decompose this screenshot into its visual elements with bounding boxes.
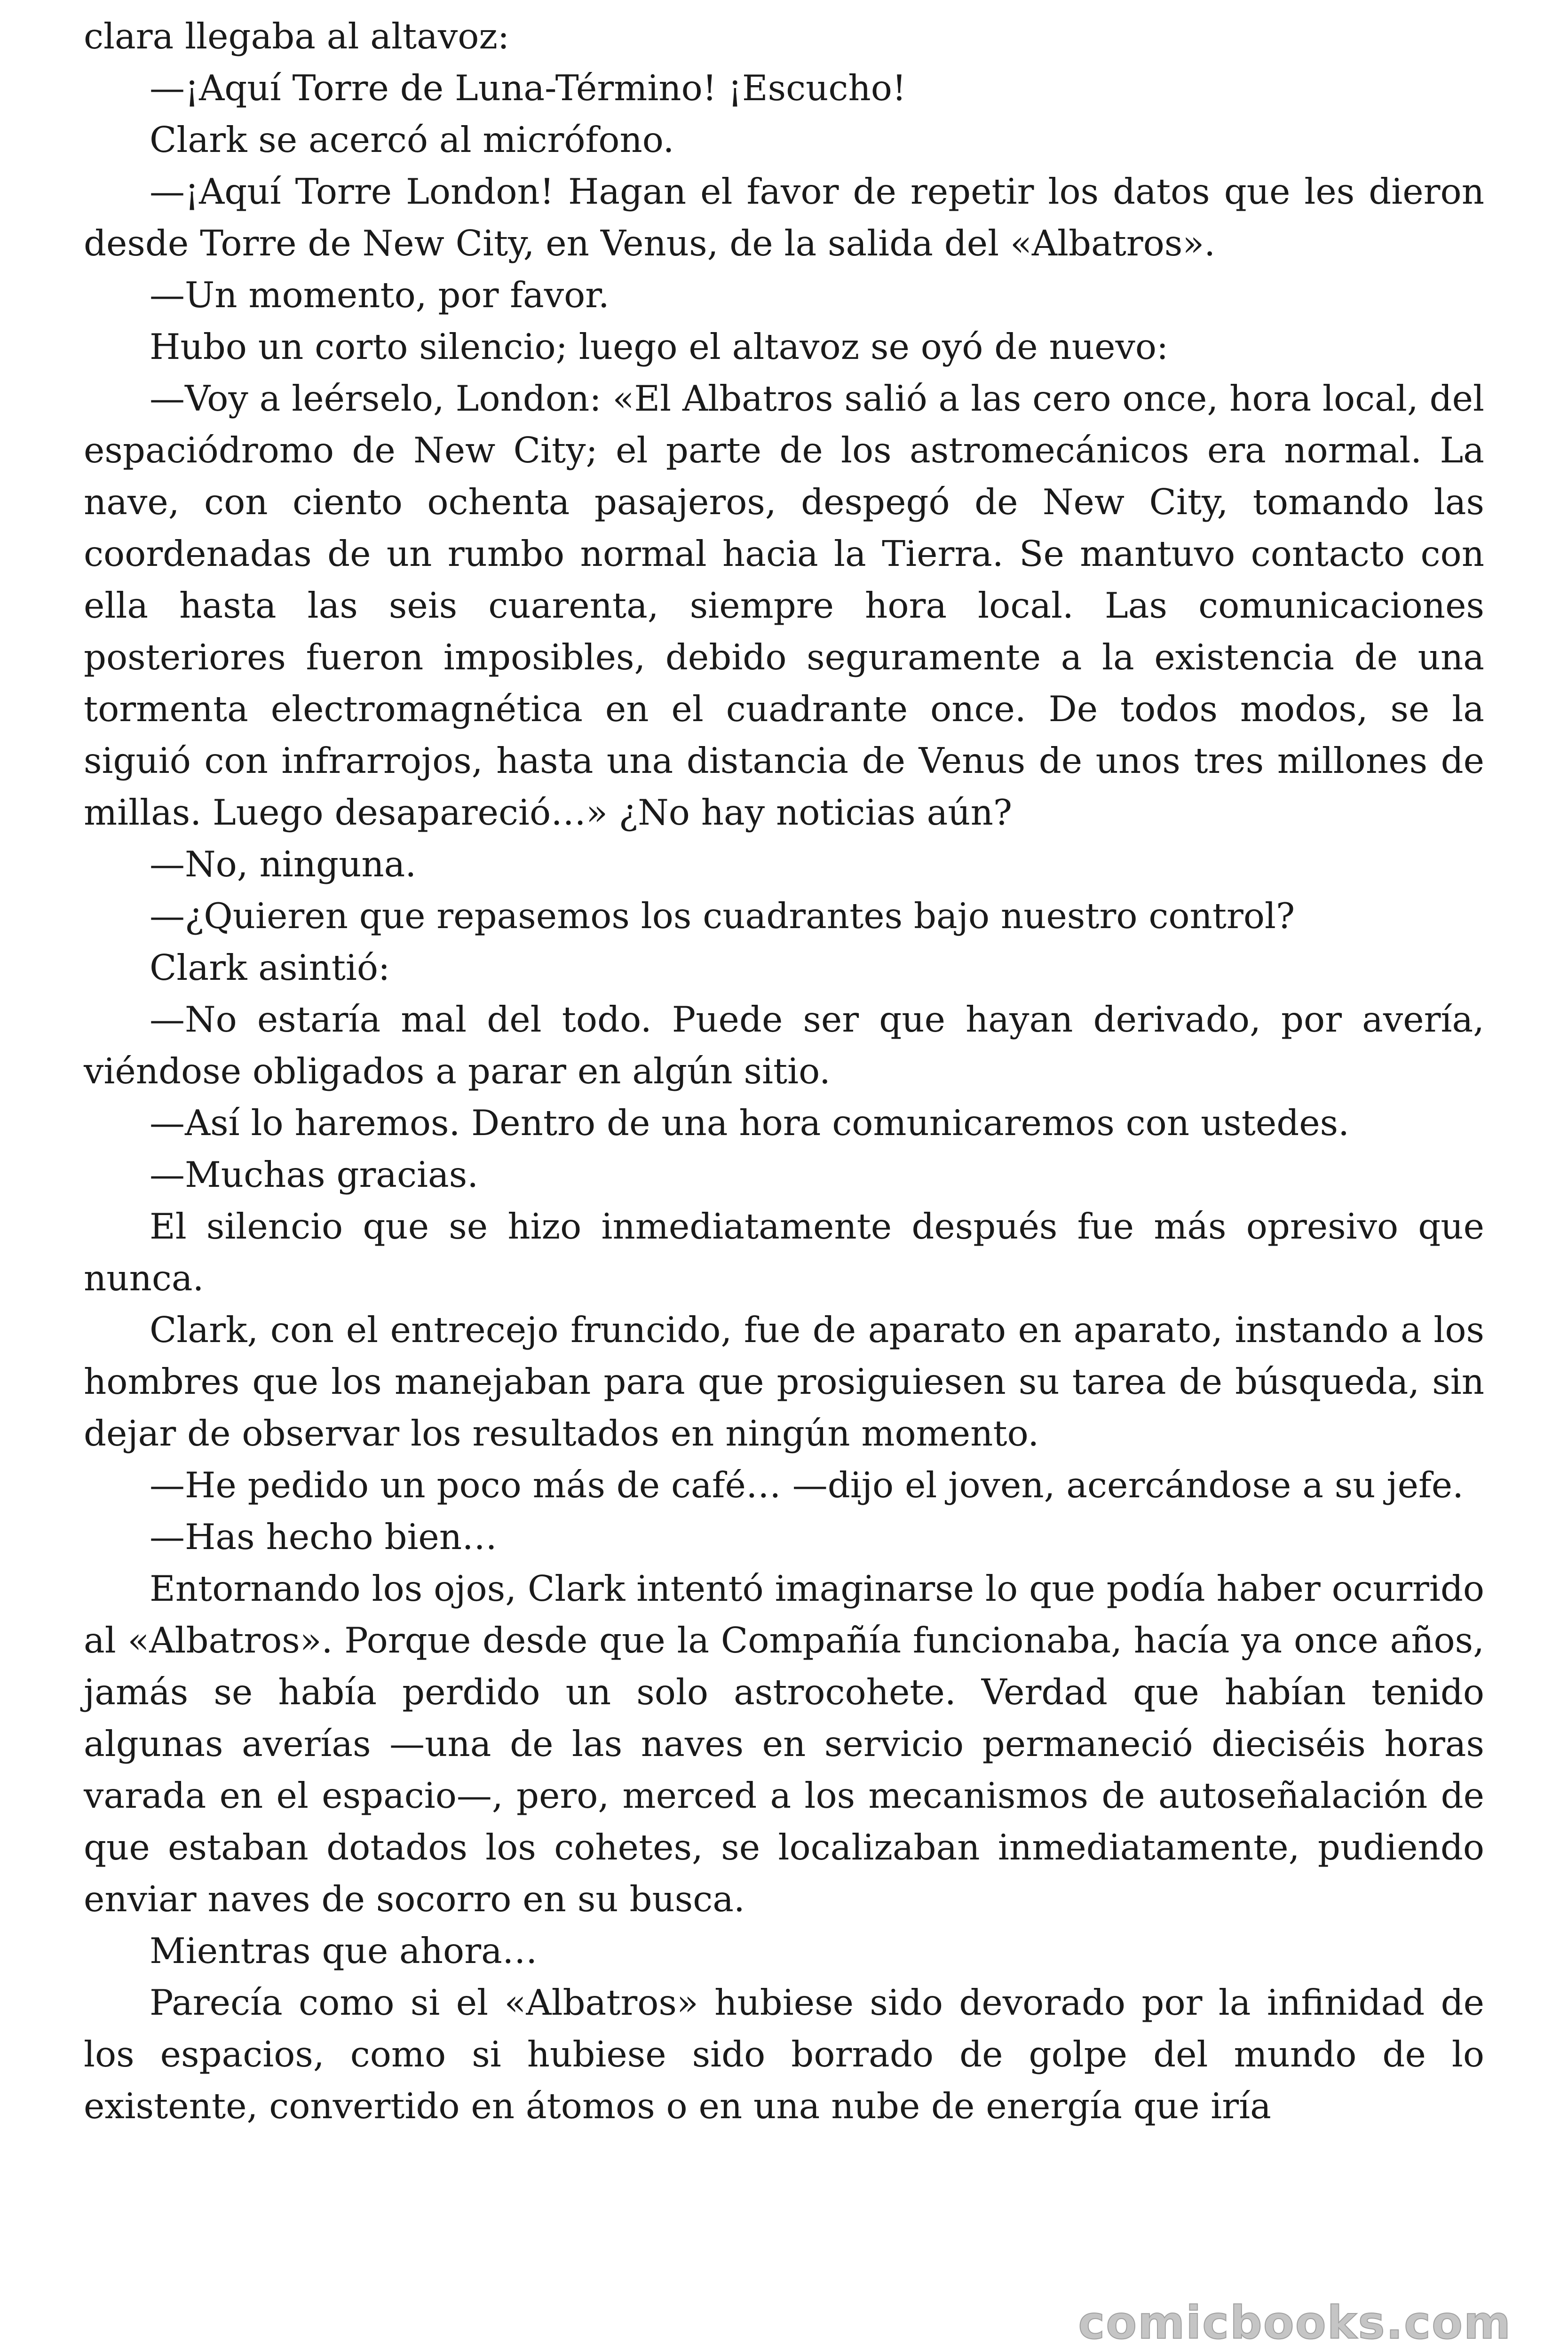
watermark: comicbooks.com xyxy=(1078,2296,1512,2349)
paragraph: Parecía como si el «Albatros» hubiese sido devorado por la infinidad de los espacios, como si hubiese sido borrado de golpe del mundo de lo existente, convertido en átomos o en una nube de energía que iría xyxy=(84,1982,1484,2127)
paragraph: Mientras que ahora… xyxy=(150,1930,538,1971)
paragraph: Hubo un corto silencio; luego el altavoz se oyó de nuevo: xyxy=(150,326,1169,367)
paragraph: Entornando los ojos, Clark intentó imaginarse lo que podía haber ocurrido al «Albatros». Porque desde que la Compañía funcionaba, hacía ya once años, jamás se había perdido un solo astrocohete. Verdad que habían tenido algunas averías —una de las naves en servicio permaneció dieciséis horas varada en el espacio—, pero, merced a los mecanismos de autoseñalación de que estaban dotados los cohetes, se localizaban inmediatamente, pudiendo enviar naves de socorro en su busca. xyxy=(84,1568,1484,1920)
paragraph: —Voy a leérselo, London: «El Albatros salió a las cero once, hora local, del espaciódromo de New City; el parte de los astromecánicos era normal. La nave, con ciento ochenta pasajeros, despegó de New City, tomando las coordenadas de un rumbo normal hacia la Tierra. Se mantuvo contacto con ella hasta las seis cuarenta, siempre hora local. Las comunicaciones posteriores fueron imposibles, debido seguramente a la existencia de una tormenta electromagnética en el cuadrante once. De todos modos, se la siguió con infrarrojos, hasta una distancia de Venus de unos tres millones de millas. Luego desapareció…» ¿No hay noticias aún? xyxy=(84,378,1484,833)
paragraph: —¡Aquí Torre London! Hagan el favor de repetir los datos que les dieron desde Torre de New City, en Venus, de la salida del «Albatros». xyxy=(84,171,1484,264)
paragraph: —No, ninguna. xyxy=(150,843,417,885)
paragraph: —No estaría mal del todo. Puede ser que hayan derivado, por avería, viéndose obligados a parar en algún sitio. xyxy=(84,999,1484,1092)
paragraph: —He pedido un poco más de café… —dijo el joven, acercándose a su jefe. xyxy=(150,1464,1464,1506)
paragraph: —Has hecho bien… xyxy=(150,1516,498,1557)
paragraph: El silencio que se hizo inmediatamente después fue más opresivo que nunca. xyxy=(84,1206,1484,1299)
paragraph: —Así lo haremos. Dentro de una hora comunicaremos con ustedes. xyxy=(150,1102,1349,1144)
paragraph: —Un momento, por favor. xyxy=(150,274,610,316)
paragraph: —¿Quieren que repasemos los cuadrantes bajo nuestro control? xyxy=(150,895,1295,937)
paragraph: —¡Aquí Torre de Luna-Término! ¡Escucho! xyxy=(150,67,907,109)
book-page xyxy=(84,10,1484,2132)
paragraph: Clark asintió: xyxy=(150,947,390,988)
paragraph: Clark, con el entrecejo fruncido, fue de aparato en aparato, instando a los hombres que los manejaban para que prosiguiesen su tarea de búsqueda, sin dejar de observar los resultados en ningún momento. xyxy=(84,1309,1484,1454)
paragraph: —Muchas gracias. xyxy=(150,1154,479,1195)
paragraph: Clark se acercó al micrófono. xyxy=(150,119,674,160)
paragraph: clara llegaba al altavoz: xyxy=(84,16,510,57)
